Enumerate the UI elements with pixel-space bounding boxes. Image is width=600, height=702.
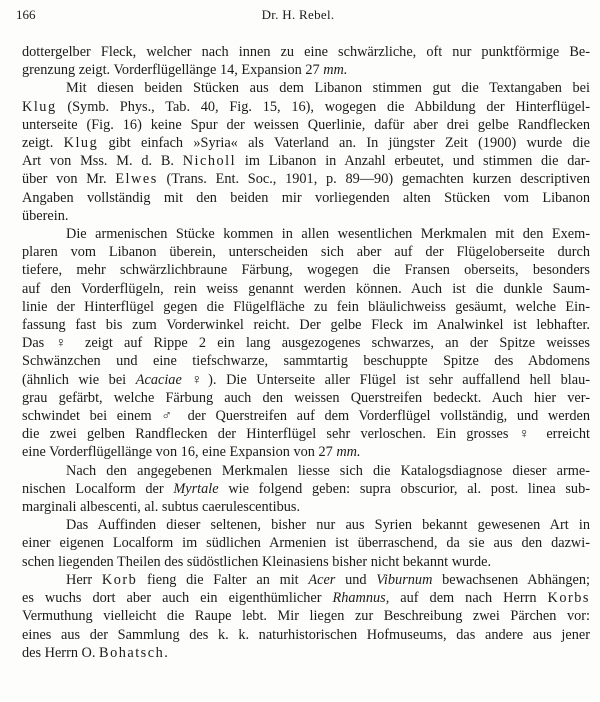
text-run: eine Vorderflügellänge von 16, eine Expansion von 27 [22,444,337,461]
text-line [22,644,590,662]
text-line [22,589,590,607]
italic-term: Myrtale [173,480,219,497]
text-line [22,79,590,97]
text-line [22,152,590,170]
spaced-name: Klug [22,98,57,115]
spaced-name: Korbs [547,590,590,607]
text-line [22,225,590,243]
text-run: unterseite (Fig. 16) keine Spur der weissen Querlinie, dafür aber drei gelbe Randflecken [22,116,590,133]
text-run: nischen Localform der [22,480,174,497]
body-text [22,43,590,662]
spaced-name: Klug [63,135,99,152]
text-line [22,116,590,134]
text-run: auf dem nach Herrn [389,590,548,607]
text-run: . [164,644,168,661]
text-run: Herr [66,571,102,588]
text-line [22,280,590,298]
text-run: tiefere, mehr schwärzlichbraune Färbung, wogegen die Fransen oberseits, besonders [22,262,590,279]
text-run: Die armenischen Stücke kommen in allen wesentlichen Merkmalen mit den Exem- [66,226,590,243]
text-line [22,607,590,625]
text-line [22,134,590,152]
running-title: Dr. H. Rebel. [261,7,335,22]
text-run: fieng die Falter an mit [137,571,309,588]
text-line [22,516,590,534]
text-line [22,498,590,516]
text-run: Schwänzchen und eine tiefschwarze, sammtartig beschuppte Spitze des Abdomens [22,353,590,370]
text-run: einer eigenen Localform im südlichen Armenien ist überraschend, da sie aus den dazwi- [22,535,590,552]
text-line [22,207,590,225]
text-line [22,553,590,571]
text-run: gibt einfach »Syria« als Vaterland an. In jüngster Zeit (1900) wurde die [98,135,590,152]
text-run: (Trans. Ent. Soc., 1901, p. 89—90) gemachten kurzen descriptiven [157,171,590,188]
italic-term: Viburnum [376,571,433,588]
text-line [22,571,590,589]
text-run: über von Mr. [22,171,116,188]
text-run: ♀). Die Unterseite aller Flügel ist sehr auffallend hell blau- [181,371,590,388]
text-line [22,534,590,552]
text-run: schen liegenden Theilen des südöstlichen Kleinasiens bisher nicht bekannt wurde. [22,553,492,570]
text-run: und [335,571,377,588]
italic-term: Acer [308,571,336,588]
text-run: Vermuthung vielleicht die Raupe lebt. Mir liegen zur Beschreibung zwei Pärchen vor: [22,608,590,625]
text-run: Nach den angegebenen Merkmalen liesse sich die Katalogsdiagnose dieser arme- [66,462,590,479]
text-line [22,443,590,461]
text-run: (ähnlich wie bei [22,371,136,388]
text-line [22,352,590,370]
text-line [22,389,590,407]
text-line [22,43,590,61]
italic-term: mm. [323,62,348,79]
text-line [22,316,590,334]
text-run: des Herrn O. [22,644,100,661]
text-line [22,298,590,316]
text-run: wie folgend geben: supra obscurior, al. post. linea sub- [218,480,590,497]
text-run: Das Auffinden dieser seltenen, bisher nur aus Syrien bekannt gewesenen Art in [66,517,590,534]
text-line [22,61,590,79]
running-header [16,4,580,24]
text-run: die zwei gelben Randflecken der Hinterflügel sehr verloschen. Ein grosses ♀ erreicht [22,426,590,443]
text-line [22,334,590,352]
text-line [22,170,590,188]
text-run: grenzung zeigt. Vorderflügellänge 14, Expansion 27 [22,62,324,79]
text-run: bewachsenen Abhängen; [432,571,590,588]
spaced-name: Korb [101,571,138,588]
text-run: linie der Hinterflügel gegen die Flügelfläche zu fein bläulichweiss gesäumt, welche Ein- [22,298,590,315]
text-line [22,480,590,498]
text-run: grau gefärbt, welche Färbung auch den weissen Querstreifen bedeckt. Auch hier ver- [22,389,590,406]
spaced-name: Elwes [115,171,158,188]
text-line [22,407,590,425]
text-line [22,98,590,116]
text-line [22,462,590,480]
text-line [22,626,590,644]
italic-term: Acaciae [135,371,182,388]
text-line [22,261,590,279]
text-run: Das ♀ zeigt auf Rippe 2 ein lang ausgezogenes schwarzes, an der Spitze weisses [22,335,590,352]
text-run: marginali albescenti, al. subtus caerulescentibus. [22,499,301,516]
text-run: (Symb. Phys., Tab. 40, Fig. 15, 16), wogegen die Abbildung der Hinterflügel- [56,98,590,115]
text-run: plaren vom Libanon überein, unterscheiden sich aber auf der Flügeloberseite durch [22,244,590,261]
text-run: Angaben vollständig mit den beiden mir vorliegenden alten Stücken vom Libanon [22,189,590,206]
text-run: zeigt. [22,135,64,152]
spaced-name: Nicholl [182,153,237,170]
text-run: fassung fast bis zum Vorderwinkel reicht. Der gelbe Fleck im Analwinkel ist lebhafter. [22,317,590,334]
text-line [22,425,590,443]
italic-term: Rhamnus, [332,590,390,607]
text-run: Mit diesen beiden Stücken aus dem Libanon stimmen gut die Textangaben bei [66,80,590,97]
text-line [22,371,590,389]
text-run: es wuchs dort aber auch ein eigenthümlicher [22,590,333,607]
text-line [22,189,590,207]
spaced-name: Bohatsch [99,644,165,661]
text-run: Art von Mss. M. d. B. [22,153,183,170]
text-run: im Libanon in Anzahl erbeutet, und stimmen die dar- [236,153,591,170]
text-run: schwindet bei einem ♂ der Querstreifen auf dem Vorderflügel vollständig, und werden [22,408,590,425]
page-number: 166 [16,7,36,22]
text-run: eines aus der Sammlung des k. k. naturhistorischen Hofmuseums, das andere aus jener [22,626,590,643]
text-run: dottergelber Fleck, welcher nach innen zu eine schwärzliche, oft nur punktförmige Be- [22,44,590,60]
italic-term: mm. [336,444,361,461]
text-run: überein. [22,207,69,224]
text-run: auf den Vorderflügeln, rein weiss genannt werden können. Auch ist die dunkle Saum- [22,280,590,297]
text-line [22,243,590,261]
